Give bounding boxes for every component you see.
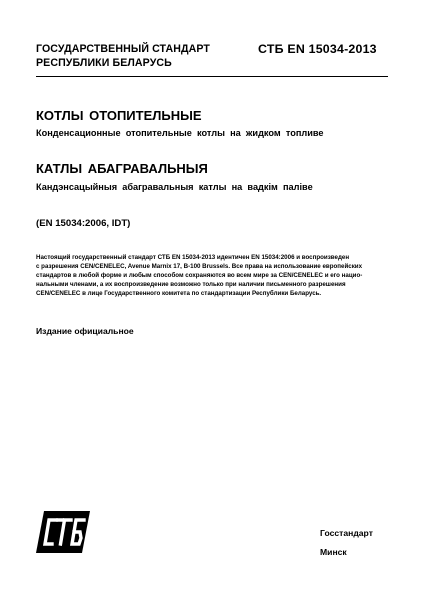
copyright-notice [36,253,388,298]
stb-logo-icon [36,511,90,553]
subtitle-russian: Конденсационные отопительные котлы на жидком топливе [36,128,324,138]
notice-line: Настоящий государственный стандарт СТБ EN 15034-2013 идентичен EN 15034:2006 и воспроизведен [36,254,350,261]
notice-line: стандартов в любой форме и любым способом сохраняются во всем мире за CEN/CENELEC и его нацио- [36,272,363,279]
standard-type-heading [36,42,210,70]
title-russian: КОТЛЫ ОТОПИТЕЛЬНЫЕ [36,108,202,123]
title-belarusian: КАТЛЫ АБАГРАВАЛЬНЫЯ [36,161,208,176]
notice-line: нальными членами, а их воспроизведение возможно только при наличии письменного разрешения [36,281,346,288]
header-divider [36,76,388,77]
edition-label: Издание официальное [36,326,134,336]
publication-city: Минск [320,547,347,557]
notice-line: с разрешения CEN/CENELEC, Avenue Marnix 17, B-100 Brussels. Все права на использование европейских [36,263,363,270]
standard-type-line-1: ГОСУДАРСТВЕННЫЙ СТАНДАРТ [36,43,210,55]
equivalence-note: (EN 15034:2006, IDT) [36,218,131,229]
publisher-name: Госстандарт [320,528,373,538]
standard-designation: СТБ EN 15034-2013 [258,42,377,56]
notice-line: CEN/CENELEC в лице Государственного комитета по стандартизации Республики Беларусь. [36,290,322,297]
standard-type-line-2: РЕСПУБЛИКИ БЕЛАРУСЬ [36,57,172,69]
subtitle-belarusian: Кандэнсацыйныя абагравальныя катлы на вадкім паліве [36,182,313,192]
